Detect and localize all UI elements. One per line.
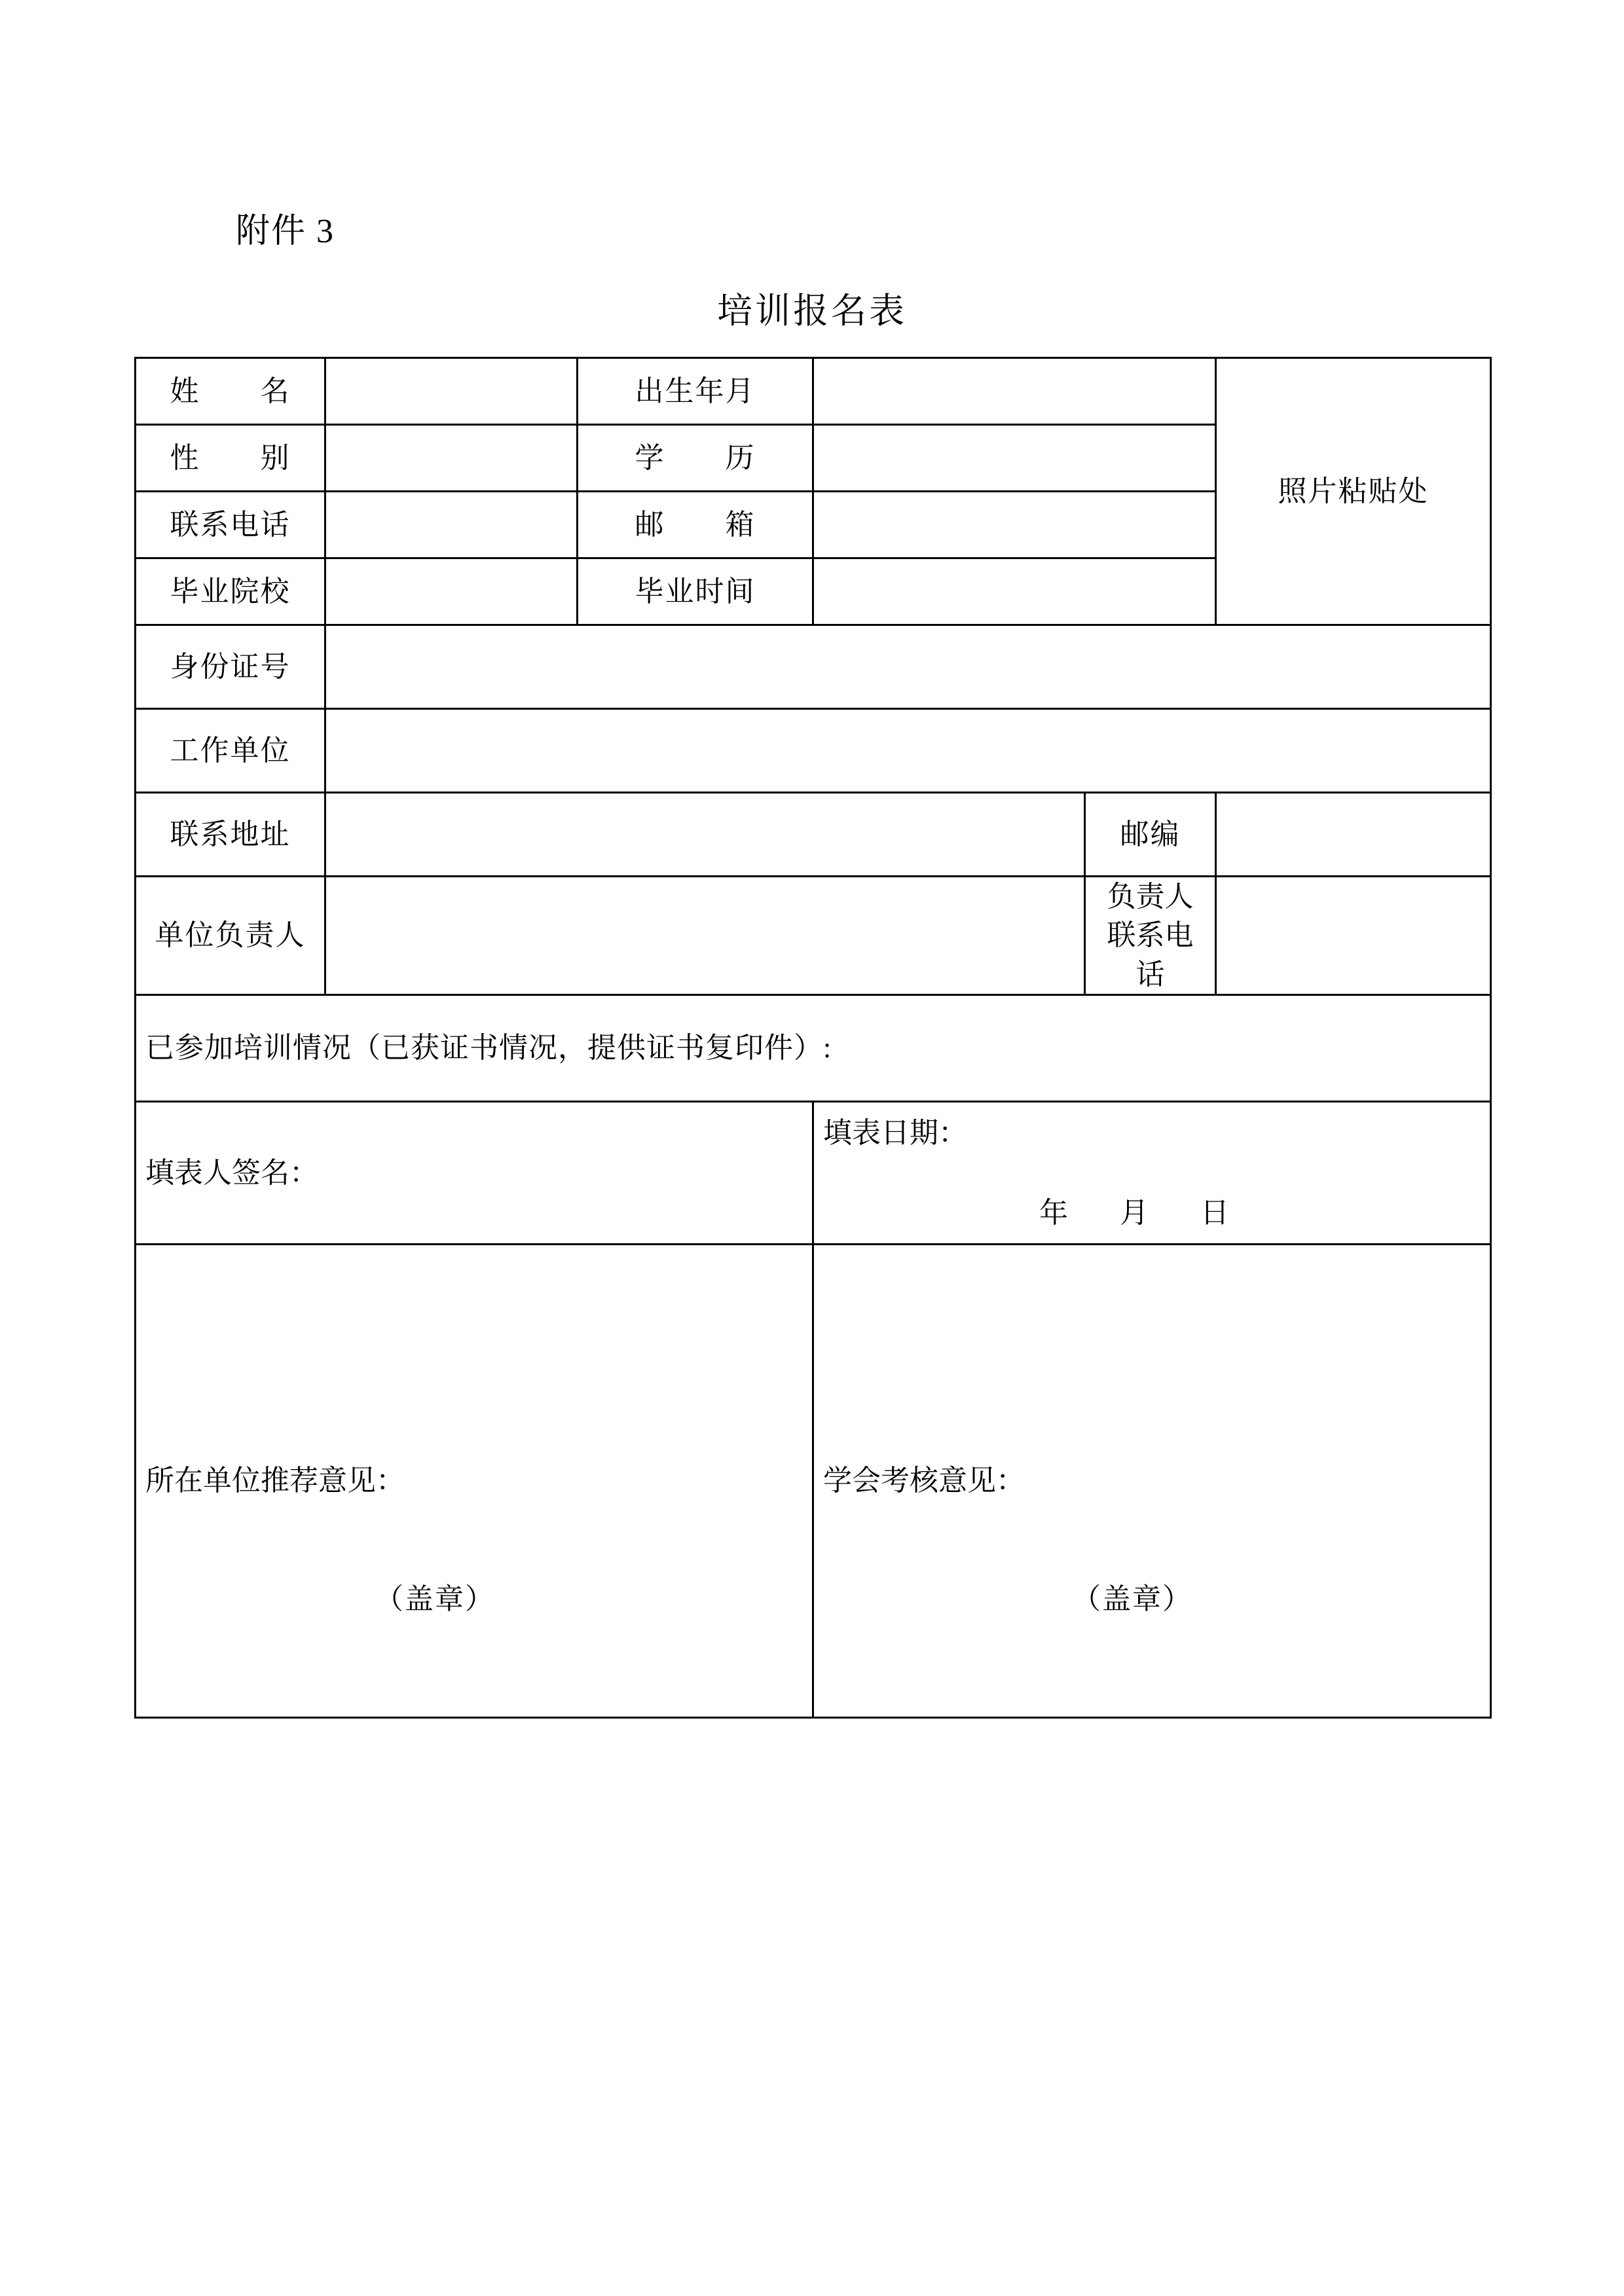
- table-row: [136, 877, 1491, 995]
- label-fill-date: 填表日期：: [823, 1117, 967, 1150]
- date-year-label: 年: [1039, 1196, 1069, 1229]
- field-email[interactable]: [813, 492, 1216, 558]
- field-name[interactable]: [325, 358, 578, 425]
- label-unit-opinion: 所在单位推荐意见：: [145, 1465, 405, 1497]
- label-leader-phone: [1085, 877, 1216, 995]
- field-signer[interactable]: [136, 1102, 813, 1245]
- table-row: [136, 1245, 1491, 1718]
- label-society-opinion: 学会考核意见：: [823, 1465, 1025, 1497]
- date-placeholder-line: [823, 1194, 1481, 1232]
- label-unit-leader: 单位负责人: [136, 877, 325, 995]
- label-id-number: 身份证号: [136, 625, 325, 709]
- field-unit-leader[interactable]: [325, 877, 1085, 995]
- seal-note-unit: （盖章）: [375, 1582, 495, 1615]
- label-work-unit: 工作单位: [136, 709, 325, 793]
- seal-note-society: （盖章）: [1072, 1582, 1192, 1615]
- photo-paste-area[interactable]: 照片粘贴处: [1216, 358, 1491, 625]
- label-address: 联系地址: [136, 793, 325, 877]
- table-row: [136, 625, 1491, 709]
- label-postcode: 邮编: [1085, 793, 1216, 877]
- field-phone[interactable]: [325, 492, 578, 558]
- field-unit-opinion[interactable]: [136, 1245, 813, 1718]
- label-signer: 填表人签名：: [145, 1156, 318, 1189]
- label-birth: 出生年月: [578, 358, 813, 425]
- table-row: [136, 793, 1491, 877]
- label-training-history: 已参加培训情况（已获证书情况，提供证书复印件）:: [145, 1032, 832, 1065]
- table-row: [136, 1102, 1491, 1245]
- label-leader-phone-line1: 负责人: [1107, 881, 1194, 913]
- page-title: 培训报名表: [717, 291, 907, 331]
- field-fill-date[interactable]: [813, 1102, 1491, 1245]
- label-leader-phone-line2: 联系电话: [1107, 919, 1194, 991]
- label-email: 邮 箱: [578, 492, 813, 558]
- table-row: [136, 995, 1491, 1102]
- label-gender: 性 别: [136, 425, 325, 492]
- field-education[interactable]: [813, 425, 1216, 492]
- label-education: 学 历: [578, 425, 813, 492]
- date-day-label: 日: [1200, 1196, 1230, 1229]
- date-month-label: 月: [1120, 1196, 1150, 1229]
- field-id-number[interactable]: [325, 625, 1491, 709]
- field-society-opinion[interactable]: [813, 1245, 1491, 1718]
- field-gender[interactable]: [325, 425, 578, 492]
- field-address[interactable]: [325, 793, 1085, 877]
- field-graduation[interactable]: [813, 558, 1216, 625]
- field-training-history[interactable]: [136, 995, 1491, 1102]
- label-phone: 联系电话: [136, 492, 325, 558]
- label-school: 毕业院校: [136, 558, 325, 625]
- table-row: [136, 358, 1491, 425]
- field-school[interactable]: [325, 558, 578, 625]
- label-name: 姓 名: [136, 358, 325, 425]
- attachment-label: 附件 3: [236, 213, 335, 250]
- registration-form: [134, 357, 1490, 1719]
- field-work-unit[interactable]: [325, 709, 1491, 793]
- form-table: [134, 357, 1492, 1719]
- field-birth[interactable]: [813, 358, 1216, 425]
- label-graduation: 毕业时间: [578, 558, 813, 625]
- field-leader-phone[interactable]: [1216, 877, 1491, 995]
- table-row: [136, 709, 1491, 793]
- field-postcode[interactable]: [1216, 793, 1491, 877]
